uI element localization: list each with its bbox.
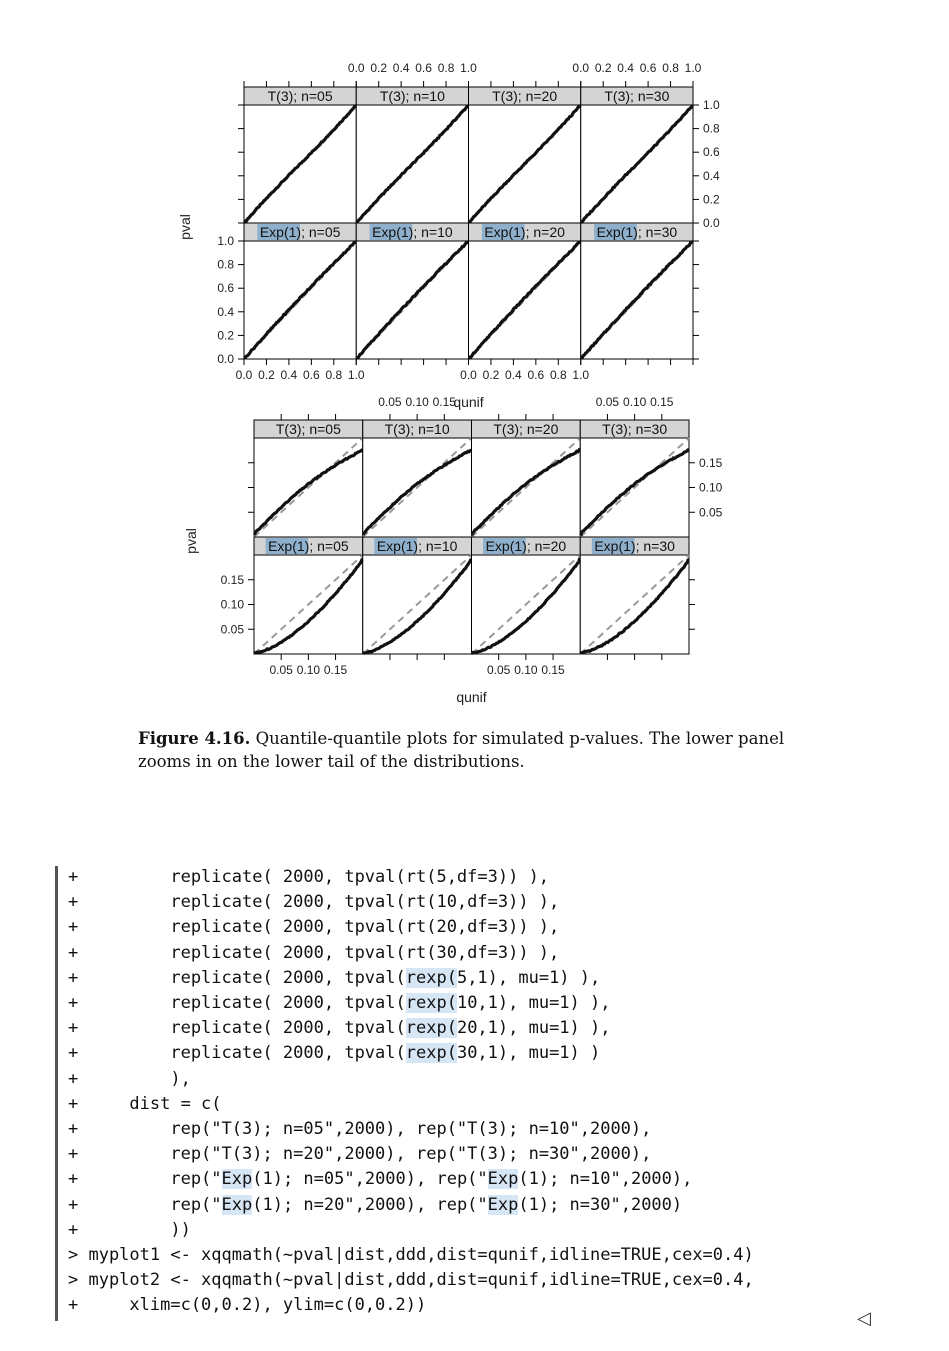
- code-line-7: + replicate( 2000, tpval(rexp(20,1), mu=1) ),: [68, 1018, 611, 1039]
- x-tick-label-c0-col1-3: 0.6: [415, 61, 432, 75]
- x-axis-label-c0: qunif: [453, 394, 484, 410]
- y-tick-label-left-c1-1: 0.10: [220, 597, 244, 612]
- x-tick-label-c0-col1-2: 0.4: [392, 61, 410, 75]
- strip-label-c0-r0-c0: T(3); n=05: [267, 88, 333, 104]
- x-tick-label-c0-col3-2: 0.4: [617, 61, 634, 75]
- x-tick-label-c0-col0-1: 0.2: [258, 368, 275, 382]
- y-tick-label-right-c1-2: 0.15: [699, 455, 723, 470]
- code-line-12: + rep("T(3); n=20",2000), rep("T(3); n=30",2000),: [68, 1144, 652, 1165]
- code-highlight: rexp(: [405, 993, 457, 1013]
- x-tick-label-c0-col0-4: 0.8: [325, 368, 343, 382]
- x-tick-label-c0-col2-1: 0.2: [482, 368, 500, 382]
- r-code-block: [55, 866, 878, 1321]
- y-tick-label-left-c0-5: 1.0: [217, 234, 234, 248]
- y-tick-label-right-c0-4: 0.8: [703, 121, 720, 136]
- x-axis-label-c1: qunif: [456, 689, 487, 705]
- x-tick-label-c0-col3-1: 0.2: [594, 61, 612, 75]
- x-tick-label-c0-col2-3: 0.6: [527, 368, 545, 382]
- x-tick-label-c0-col3-5: 1.0: [684, 61, 702, 75]
- y-tick-label-left-c0-2: 0.4: [217, 304, 234, 319]
- code-line-3: + replicate( 2000, tpval(rt(20,df=3)) ),: [68, 917, 560, 938]
- strip-label-c1-r1-c1: Exp(1); n=10: [376, 538, 458, 554]
- y-tick-label-right-c0-0: 0.0: [703, 216, 720, 230]
- x-tick-label-c0-col3-3: 0.6: [639, 61, 657, 75]
- y-tick-label-right-c0-5: 1.0: [703, 98, 720, 112]
- x-tick-label-c1-col3-2: 0.15: [650, 395, 674, 409]
- x-tick-label-c0-col1-1: 0.2: [370, 61, 388, 75]
- y-tick-label-right-c1-1: 0.10: [699, 480, 723, 495]
- y-tick-label-left-c0-4: 0.8: [217, 257, 234, 272]
- code-line-5: + replicate( 2000, tpval(rexp(5,1), mu=1) ),: [68, 967, 601, 988]
- strip-label-c0-r1-c2: Exp(1); n=20: [484, 224, 565, 240]
- code-highlight: Exp: [221, 1169, 253, 1190]
- code-line-8: + replicate( 2000, tpval(rexp(30,1), mu=1) ): [68, 1043, 601, 1064]
- code-line-2: + replicate( 2000, tpval(rt(10,df=3)) ),: [68, 892, 560, 913]
- x-tick-label-c0-col0-5: 1.0: [347, 368, 365, 382]
- y-tick-label-left-c0-1: 0.2: [217, 328, 234, 343]
- x-tick-label-c1-col0-0: 0.05: [269, 663, 293, 677]
- x-tick-label-c1-col1-0: 0.05: [378, 395, 402, 409]
- code-highlight: Exp: [221, 1194, 253, 1215]
- x-tick-label-c0-col0-2: 0.4: [280, 368, 298, 382]
- y-axis-label-c0: pval: [177, 214, 193, 240]
- code-line-4: + replicate( 2000, tpval(rt(30,df=3)) ),: [68, 942, 560, 963]
- x-tick-label-c0-col2-2: 0.4: [505, 368, 522, 382]
- strip-label-c1-r0-c3: T(3); n=30: [602, 421, 668, 437]
- x-tick-label-c1-col0-1: 0.10: [296, 663, 321, 677]
- x-tick-label-c0-col1-0: 0.0: [347, 61, 365, 75]
- y-axis-label-c1: pval: [183, 528, 199, 554]
- x-tick-label-c0-col1-4: 0.8: [437, 61, 455, 75]
- code-line-1: + replicate( 2000, tpval(rt(5,df=3)) ),: [68, 867, 550, 887]
- x-tick-label-c1-col3-1: 0.10: [622, 395, 647, 409]
- code-line-6: + replicate( 2000, tpval(rexp(10,1), mu=1) ),: [68, 993, 611, 1013]
- x-tick-label-c1-col2-0: 0.05: [487, 663, 511, 677]
- figure-caption-text: Quantile-quantile plots for simulated p-values. The lower panel zooms in on the lower tail of the distributions.: [138, 729, 785, 771]
- figure-caption: [138, 727, 818, 773]
- strip-label-c0-r0-c1: T(3); n=10: [379, 88, 445, 104]
- y-tick-label-right-c1-0: 0.05: [699, 505, 723, 520]
- code-line-16: > myplot1 <- xqqmath(~pval|dist,ddd,dist=qunif,idline=TRUE,cex=0.4): [68, 1245, 754, 1265]
- y-tick-label-left-c0-0: 0.0: [217, 352, 234, 366]
- x-tick-label-c0-col2-5: 1.0: [572, 368, 590, 382]
- strip-label-c1-r0-c0: T(3); n=05: [275, 421, 341, 437]
- y-tick-label-right-c0-1: 0.2: [703, 192, 720, 207]
- y-tick-label-left-c0-3: 0.6: [217, 281, 234, 296]
- back-triangle-icon[interactable]: ◁: [857, 1308, 871, 1329]
- x-tick-label-c1-col3-0: 0.05: [595, 395, 620, 409]
- x-tick-label-c0-col3-0: 0.0: [572, 61, 590, 75]
- x-tick-label-c1-col0-2: 0.15: [323, 663, 348, 677]
- code-line-13: + rep("Exp(1); n=05",2000), rep("Exp(1); n=10",2000),: [68, 1169, 693, 1190]
- strip-label-c1-r0-c1: T(3); n=10: [384, 421, 450, 437]
- y-tick-label-right-c0-3: 0.6: [703, 145, 720, 160]
- x-tick-label-c0-col2-4: 0.8: [549, 368, 567, 382]
- code-line-18: + xlim=c(0,0.2), ylim=c(0,0.2)): [68, 1295, 427, 1316]
- y-tick-label-left-c1-0: 0.05: [220, 622, 244, 637]
- code-line-10: + dist = c(: [68, 1093, 222, 1114]
- x-tick-label-c0-col2-0: 0.0: [460, 368, 477, 382]
- strip-label-c0-r0-c2: T(3); n=20: [492, 88, 558, 104]
- code-line-11: + rep("T(3); n=05",2000), rep("T(3); n=10",2000),: [68, 1119, 652, 1139]
- strip-label-c1-r1-c3: Exp(1); n=30: [594, 538, 675, 554]
- code-highlight: rexp(: [405, 967, 457, 988]
- strip-label-c1-r1-c0: Exp(1); n=05: [268, 538, 349, 554]
- strip-label-c1-r0-c2: T(3); n=20: [493, 421, 559, 437]
- code-line-9: + ),: [68, 1068, 191, 1089]
- y-tick-label-left-c1-2: 0.15: [220, 572, 244, 587]
- code-highlight: Exp: [487, 1194, 519, 1215]
- strip-label-c0-r1-c1: Exp(1); n=10: [372, 224, 453, 240]
- code-highlight: rexp(: [405, 1043, 457, 1064]
- code-highlight: rexp(: [405, 1018, 457, 1039]
- figure-caption-label: Figure 4.16.: [138, 729, 251, 748]
- strip-label-c1-r1-c2: Exp(1); n=20: [485, 538, 567, 554]
- code-line-15: + )): [68, 1219, 191, 1240]
- x-tick-label-c1-col2-1: 0.10: [514, 663, 538, 677]
- x-tick-label-c0-col1-5: 1.0: [460, 61, 477, 75]
- strip-label-c0-r0-c3: T(3); n=30: [604, 88, 670, 104]
- x-tick-label-c1-col1-1: 0.10: [405, 395, 429, 409]
- code-line-14: + rep("Exp(1); n=20",2000), rep("Exp(1); n=30",2000): [68, 1194, 683, 1215]
- x-tick-label-c0-col0-0: 0.0: [235, 368, 253, 382]
- x-tick-label-c0-col3-4: 0.8: [662, 61, 679, 75]
- code-line-17: > myplot2 <- xqqmath(~pval|dist,ddd,dist=qunif,idline=TRUE,cex=0.4,: [68, 1270, 754, 1291]
- y-tick-label-right-c0-2: 0.4: [703, 168, 720, 183]
- strip-label-c0-r1-c3: Exp(1); n=30: [596, 224, 678, 240]
- x-tick-label-c1-col1-2: 0.15: [432, 395, 456, 409]
- strip-label-c0-r1-c0: Exp(1); n=05: [259, 224, 341, 240]
- x-tick-label-c1-col2-2: 0.15: [541, 663, 565, 677]
- x-tick-label-c0-col0-3: 0.6: [303, 368, 320, 382]
- code-highlight: Exp: [487, 1169, 519, 1190]
